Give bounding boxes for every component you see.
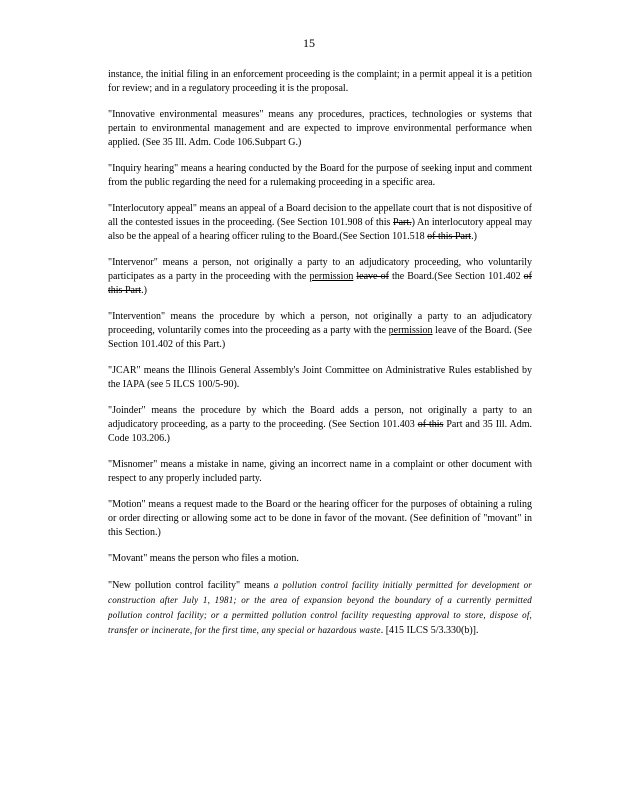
- paragraph-text: "JCAR" means the Illinois General Assembly's Joint Committee on Administrative Rules established by the IAPA (see 5 ILCS 100/5-90).: [108, 365, 532, 390]
- page-number: 15: [303, 36, 315, 50]
- paragraph-text: instance, the initial filing in an enforcement proceeding is the complaint; in a permit appeal it is a petition for review; and in a regulatory proceeding it is the proposal.: [108, 69, 532, 94]
- definition-paragraph: [108, 498, 532, 540]
- definition-paragraph: [108, 256, 532, 298]
- definition-paragraph: [108, 162, 532, 190]
- definition-paragraph: [108, 108, 532, 150]
- paragraph-text: .): [471, 231, 477, 242]
- document-body: [108, 68, 532, 650]
- definition-paragraph: [108, 310, 532, 352]
- inserted-text: permission: [309, 271, 354, 282]
- paragraph-text: "Innovative environmental measures" means any procedures, practices, technologies or systems that pertain to environmental management and are expected to improve environmental performance when applied. (See 35 Ill. Adm. Code 106.Subpart G.): [108, 109, 532, 148]
- struck-text: of this Part: [108, 271, 533, 296]
- definition-paragraph: [108, 552, 532, 566]
- struck-text: of this: [417, 419, 444, 430]
- definition-paragraph: [108, 364, 532, 392]
- paragraph-text: ) An interlocutory appeal may also be the appeal of a hearing officer ruling to the Board.(See Section 101.518: [108, 217, 532, 242]
- paragraph-text: the Board.(See Section 101.402: [388, 271, 524, 282]
- paragraph-text: "Joinder" means the procedure by which the Board adds a person, not originally a party to an adjudicatory proceeding, as a party to the proceeding. (See Section 101.403: [108, 405, 532, 430]
- struck-text: of this Part: [427, 231, 472, 242]
- paragraph-text: "Movant" means the person who files a motion.: [108, 553, 299, 564]
- definition-paragraph: [108, 458, 532, 486]
- definition-paragraph: [108, 578, 532, 638]
- paragraph-text: .): [141, 285, 147, 296]
- struck-text: leave of: [356, 271, 389, 282]
- paragraph-text: "Misnomer" means a mistake in name, giving an incorrect name in a complaint or other document with respect to any properly included party.: [108, 459, 532, 484]
- paragraph-text: "Intervenor" means a person, not originally a party to an adjudicatory proceeding, who voluntarily participates as a party in the proceeding with the: [108, 257, 532, 282]
- definition-paragraph: [108, 404, 532, 446]
- paragraph-text: "Inquiry hearing" means a hearing conducted by the Board for the purpose of seeking input and comment from the public regarding the need for a rulemaking proceeding in a specific area.: [108, 163, 532, 188]
- paragraph-text: leave of the Board. (See Section 101.402 of this Part.): [108, 325, 532, 350]
- paragraph-text: "Interlocutory appeal" means an appeal of a Board decision to the appellate court that is not dispositive of all the contested issues in the proceeding. (See Section 101.908 of this: [108, 203, 532, 228]
- definition-paragraph: [108, 68, 532, 96]
- paragraph-text: "Motion" means a request made to the Board or the hearing officer for the purposes of obtaining a ruling or order directing or allowing some act to be done in favor of the movant. (See definition of "movant" in this Section.): [108, 499, 532, 538]
- struck-text: Part.: [393, 217, 412, 228]
- paragraph-text: Part and 35 Ill. Adm. Code 103.206.): [108, 419, 533, 444]
- inserted-text: permission: [388, 325, 433, 336]
- statutory-quote: a pollution control facility initially permitted for development or construction after July 1, 1981; or the area of expansion beyond the boundary of a currently permitted pollution control facility; or a permitted pollution control facility requesting approval to store, dispose of, transfer or incinerate, for the first time, any special or hazardous waste: [108, 580, 532, 635]
- paragraph-text: "New pollution control facility" means: [108, 580, 274, 591]
- definition-paragraph: [108, 202, 532, 244]
- paragraph-text: . [415 ILCS 5/3.330(b)].: [380, 625, 479, 636]
- paragraph-text: "Intervention" means the procedure by which a person, not originally a party to an adjudicatory proceeding, voluntarily comes into the proceeding as a party with the: [108, 311, 532, 336]
